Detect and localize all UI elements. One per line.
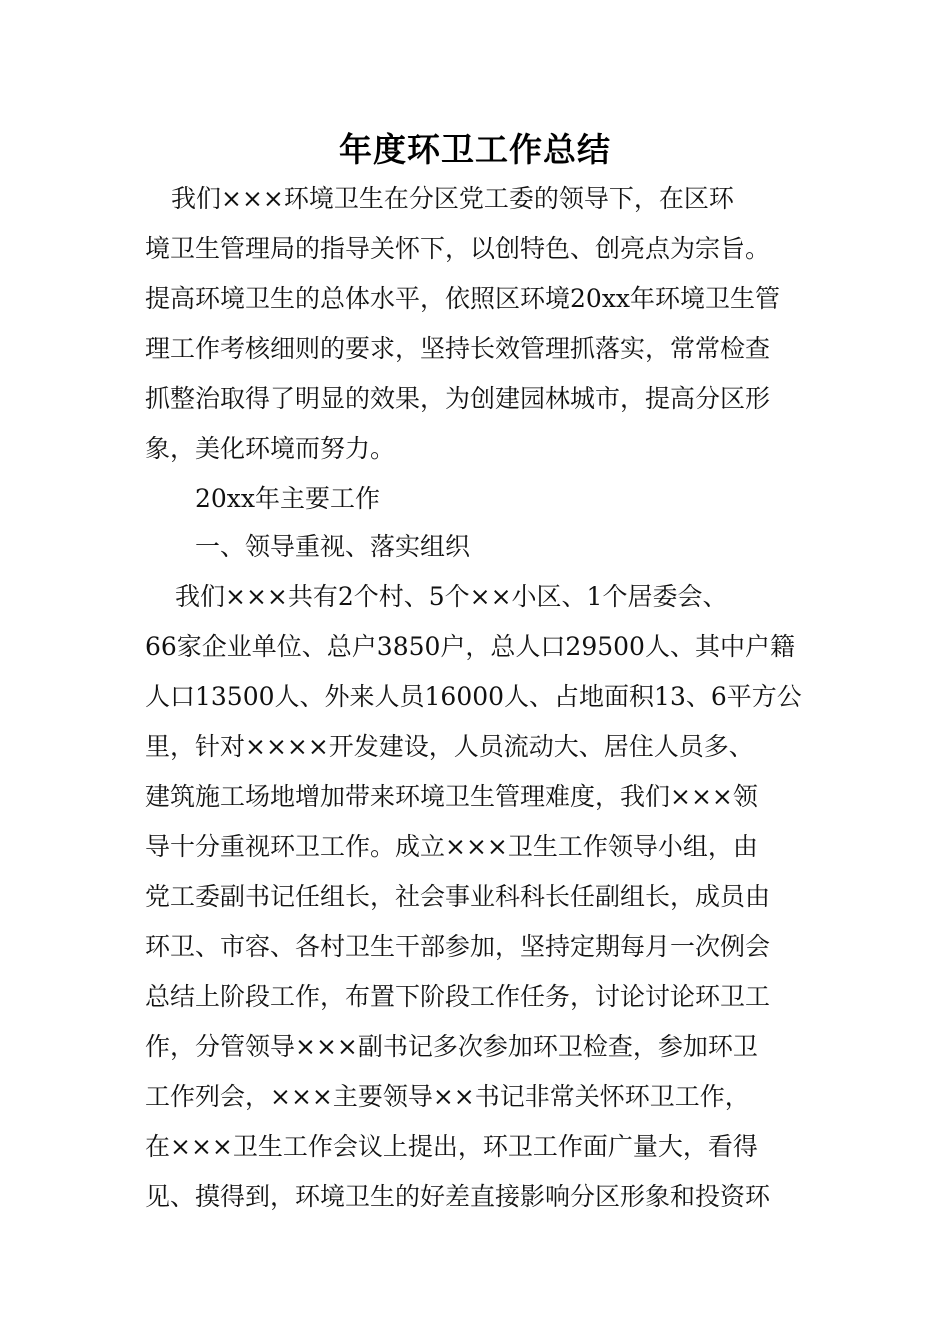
section-heading-main-work: 20xx年主要工作 [195, 484, 381, 513]
paragraph-line: 我们×××共有2个村、5个××小区、1个居委会、 [175, 582, 728, 611]
paragraph-line: 总结上阶段工作，布置下阶段工作任务，讨论讨论环卫工 [145, 982, 771, 1011]
paragraph-line: 党工委副书记任组长，社会事业科科长任副组长，成员由 [145, 882, 771, 911]
document-title: 年度环卫工作总结 [339, 130, 611, 169]
paragraph-line: 建筑施工场地增加带来环境卫生管理难度，我们×××领 [145, 782, 758, 811]
section-heading-leadership: 一、领导重视、落实组织 [195, 532, 471, 561]
paragraph-line: 境卫生管理局的指导关怀下，以创特色、创亮点为宗旨。 [145, 234, 771, 263]
paragraph-line: 环卫、市容、各村卫生干部参加，坚持定期每月一次例会 [145, 932, 771, 961]
paragraph-line: 66家企业单位、总户3850户，总人口29500人、其中户籍 [145, 632, 795, 661]
paragraph-line: 工作列会，×××主要领导××书记非常关怀环卫工作， [145, 1082, 750, 1111]
paragraph-line: 里，针对××××开发建设，人员流动大、居住人员多、 [145, 732, 754, 761]
paragraph-line: 人口13500人、外来人员16000人、占地面积13、6平方公 [145, 682, 802, 711]
paragraph-line: 抓整治取得了明显的效果，为创建园林城市，提高分区形 [145, 384, 771, 413]
paragraph-line: 在×××卫生工作会议上提出，环卫工作面广量大，看得 [145, 1132, 758, 1161]
paragraph-line: 我们×××环境卫生在分区党工委的领导下，在区环 [171, 184, 734, 213]
paragraph-line: 理工作考核细则的要求，坚持长效管理抓落实，常常检查 [145, 334, 771, 363]
paragraph-line: 作，分管领导×××副书记多次参加环卫检查，参加环卫 [145, 1032, 758, 1061]
paragraph-line: 导十分重视环卫工作。成立×××卫生工作领导小组，由 [145, 832, 758, 861]
paragraph-line: 提高环境卫生的总体水平，依照区环境20xx年环境卫生管 [145, 284, 781, 313]
paragraph-line: 象，美化环境而努力。 [145, 434, 396, 463]
paragraph-line: 见、摸得到，环境卫生的好差直接影响分区形象和投资环 [145, 1182, 771, 1211]
